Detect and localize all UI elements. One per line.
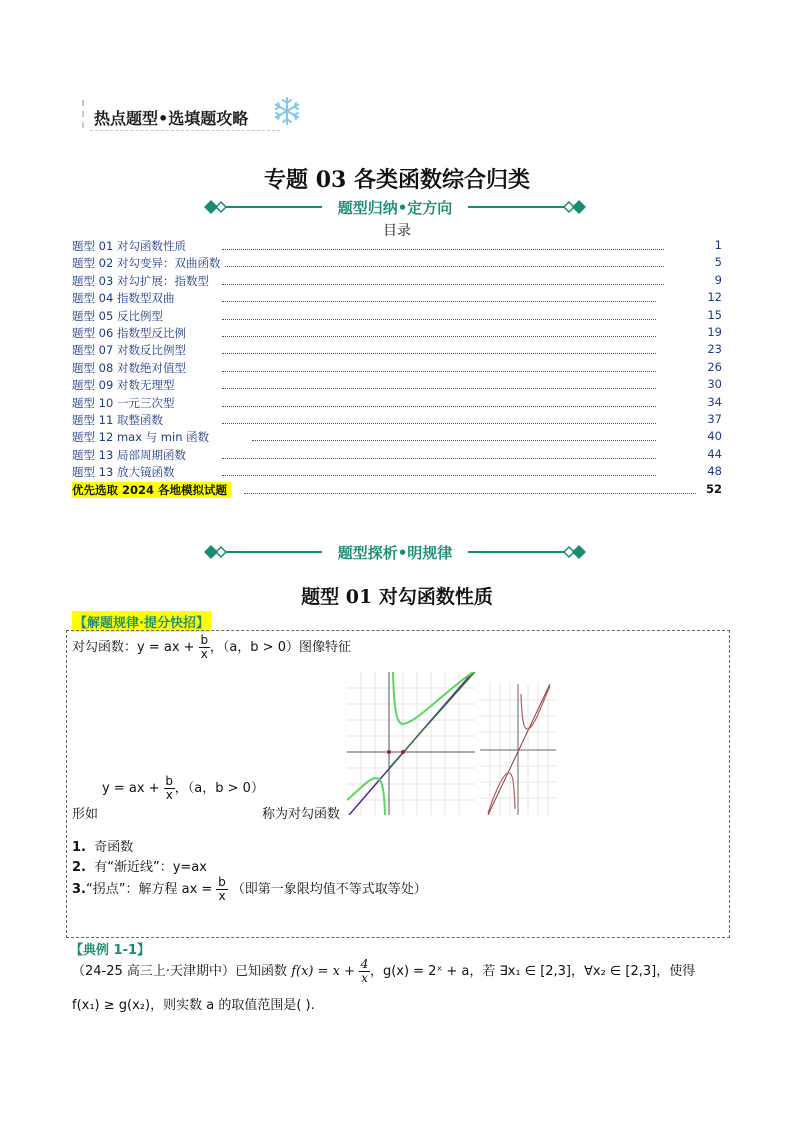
rule-item-2: 2. 有“渐近线”：y=ax (72, 860, 207, 875)
f-definition: f(x) = x + (291, 964, 356, 979)
toc-row[interactable] (72, 429, 722, 446)
snowflake-icon (272, 96, 302, 126)
graph-nike-function-1 (347, 672, 475, 815)
fraction-denominator: x (200, 647, 208, 661)
fraction-numerator: b (200, 633, 209, 647)
toc-row[interactable] (72, 377, 722, 394)
example-text: 已知函数 (235, 964, 288, 979)
toc-entry-label: 题型 12 max 与 min 函数 (72, 429, 213, 445)
shape-condition: ，（a，b > 0） (174, 781, 264, 796)
toc-entry-label: 题型 13 局部周期函数 (72, 447, 190, 463)
toc-leader-dots (222, 371, 656, 372)
toc-page-number: 37 (707, 412, 722, 426)
toc-row[interactable] (72, 447, 722, 464)
toc-caption: 目录 (383, 223, 411, 239)
toc-page-number: 44 (707, 446, 722, 461)
toc-leader-dots (222, 388, 656, 389)
section-title: 题型 01 对勾函数性质 (301, 586, 493, 608)
fraction-denominator: x (218, 889, 226, 903)
f-numerator: 4 (360, 957, 369, 971)
toc-leader-dots (222, 475, 656, 476)
toc-page-number: 19 (707, 325, 722, 339)
header-underline (90, 130, 280, 131)
header-accent-bar (82, 100, 86, 128)
rule-item-3-suffix: （即第一象限均值不等式取等处） (231, 882, 427, 897)
toc-leader-dots (222, 249, 664, 250)
toc-leader-dots (222, 353, 656, 354)
toc-row[interactable] (72, 412, 722, 429)
toc-row[interactable] (72, 342, 722, 359)
toc-row[interactable] (72, 395, 722, 412)
header-label: 热点题型•选填题攻略 (94, 109, 249, 128)
rule-item-1-text: 奇函数 (94, 840, 134, 855)
toc-leader-dots (244, 493, 696, 494)
toc-page-number: 23 (707, 342, 722, 357)
toc-leader-dots (222, 284, 664, 285)
rule-lhs: y = ax + (137, 640, 195, 655)
toc-entry-label: 题型 05 反比例型 (72, 308, 167, 324)
toc-row[interactable] (72, 290, 722, 307)
toc-entry-label: 题型 01 对勾函数性质 (72, 238, 190, 254)
fraction-denominator: x (165, 788, 173, 802)
toc-page-number: 30 (707, 377, 722, 392)
toc-leader-dots (222, 266, 664, 267)
toc-entry-label: 题型 09 对数无理型 (72, 377, 178, 393)
shape-prefix: 形如 (72, 807, 99, 822)
toc-row[interactable] (72, 464, 722, 481)
toc-entry-label: 优先选取 2024 各地模拟试题 (72, 482, 231, 498)
toc-entry-label: 题型 07 对数反比例型 (72, 342, 190, 358)
banner-summary (200, 196, 590, 218)
toc-row[interactable] (72, 238, 722, 255)
toc-entry-label: 题型 04 指数型双曲 (72, 290, 178, 306)
shape-formula (102, 775, 264, 802)
toc-page-number: 15 (707, 307, 722, 322)
f-fraction (359, 958, 370, 985)
rule-prefix: 对勾函数： (72, 640, 138, 655)
toc-page-number: 52 (705, 481, 722, 496)
f-denominator: x (361, 971, 368, 985)
shape-fraction (164, 775, 175, 802)
g-definition: ，g(x) = 2ˣ + a，若 ∃x₁ ∈ [2,3]，∀x₂ ∈ [2,3]，使得 (369, 964, 696, 979)
toc-entry-label: 题型 06 指数型反比例 (72, 325, 190, 341)
toc-entry-label: 题型 11 取整函数 (72, 412, 167, 428)
shape-lhs: y = ax + (102, 781, 160, 796)
shape-suffix: 称为对勾函数 (262, 807, 341, 822)
toc-row[interactable] (72, 255, 722, 272)
toc-row[interactable] (72, 482, 722, 499)
toc-row[interactable] (72, 325, 722, 342)
toc-leader-dots (222, 458, 656, 459)
rule-condition: ，（a，b > 0）图像特征 (209, 640, 351, 655)
toc-leader-dots (222, 301, 656, 302)
banner-analysis-label: 题型探析•明规律 (337, 544, 453, 562)
fraction-numerator: b (218, 875, 226, 889)
toc-leader-dots (222, 336, 656, 337)
fraction-b-over-x (199, 634, 210, 661)
toc-page-number: 40 (707, 429, 722, 444)
toc-page-number: 5 (714, 255, 722, 270)
toc-entry-label: 题型 08 对数绝对值型 (72, 360, 190, 376)
rule-item-1: 1. 奇函数 (72, 840, 134, 855)
rule-item-2-text: 有“渐近线”：y=ax (94, 860, 207, 875)
example-tag: 【典例 1-1】 (70, 943, 151, 958)
banner-summary-label: 题型归纳•定方向 (337, 199, 453, 217)
rule-line-1 (72, 634, 351, 661)
rule-item-3: 3.“拐点”：解方程 ax = $\frac{b}{x}$ （即第一象限均值不等式取等处） (72, 875, 427, 903)
toc-leader-dots (252, 440, 656, 441)
example-line-1 (72, 958, 695, 985)
toc-row[interactable] (72, 360, 722, 377)
rule-item-3-lhs: ax = (181, 882, 213, 897)
example-source: （24-25 高三上·天津期中） (72, 964, 236, 979)
toc-leader-dots (222, 423, 656, 424)
toc-page-number: 26 (707, 359, 722, 374)
fraction-numerator: b (165, 774, 174, 788)
toc-entry-label: 题型 03 对勾扩展：指数型 (72, 273, 213, 289)
toc-page-number: 34 (707, 394, 722, 409)
item3-fraction (216, 876, 227, 903)
toc-entry-label: 题型 02 对勾变异：双曲函数 (72, 255, 224, 271)
toc-page-number: 9 (714, 272, 722, 287)
toc-leader-dots (222, 406, 656, 407)
document-title: 专题 03 各类函数综合归类 (264, 167, 530, 193)
toc-page-number: 48 (707, 464, 722, 479)
toc-page-number: 12 (707, 290, 722, 305)
tip-tag: 【解题规律·提分快招】 (72, 611, 211, 632)
toc-row[interactable] (72, 308, 722, 325)
toc-page-number: 1 (714, 238, 722, 252)
toc-row[interactable] (72, 273, 722, 290)
toc-entry-label: 题型 10 一元三次型 (72, 395, 178, 411)
graph-nike-function-2 (480, 684, 556, 815)
toc-entry-label: 题型 13 放大镜函数 (72, 464, 178, 480)
rule-item-3-prefix: “拐点”：解方程 (85, 882, 178, 897)
toc-leader-dots (222, 319, 656, 320)
example-line-2: f(x₁) ≥ g(x₂)，则实数 a 的取值范围是( ). (72, 998, 315, 1013)
banner-analysis (200, 541, 590, 563)
